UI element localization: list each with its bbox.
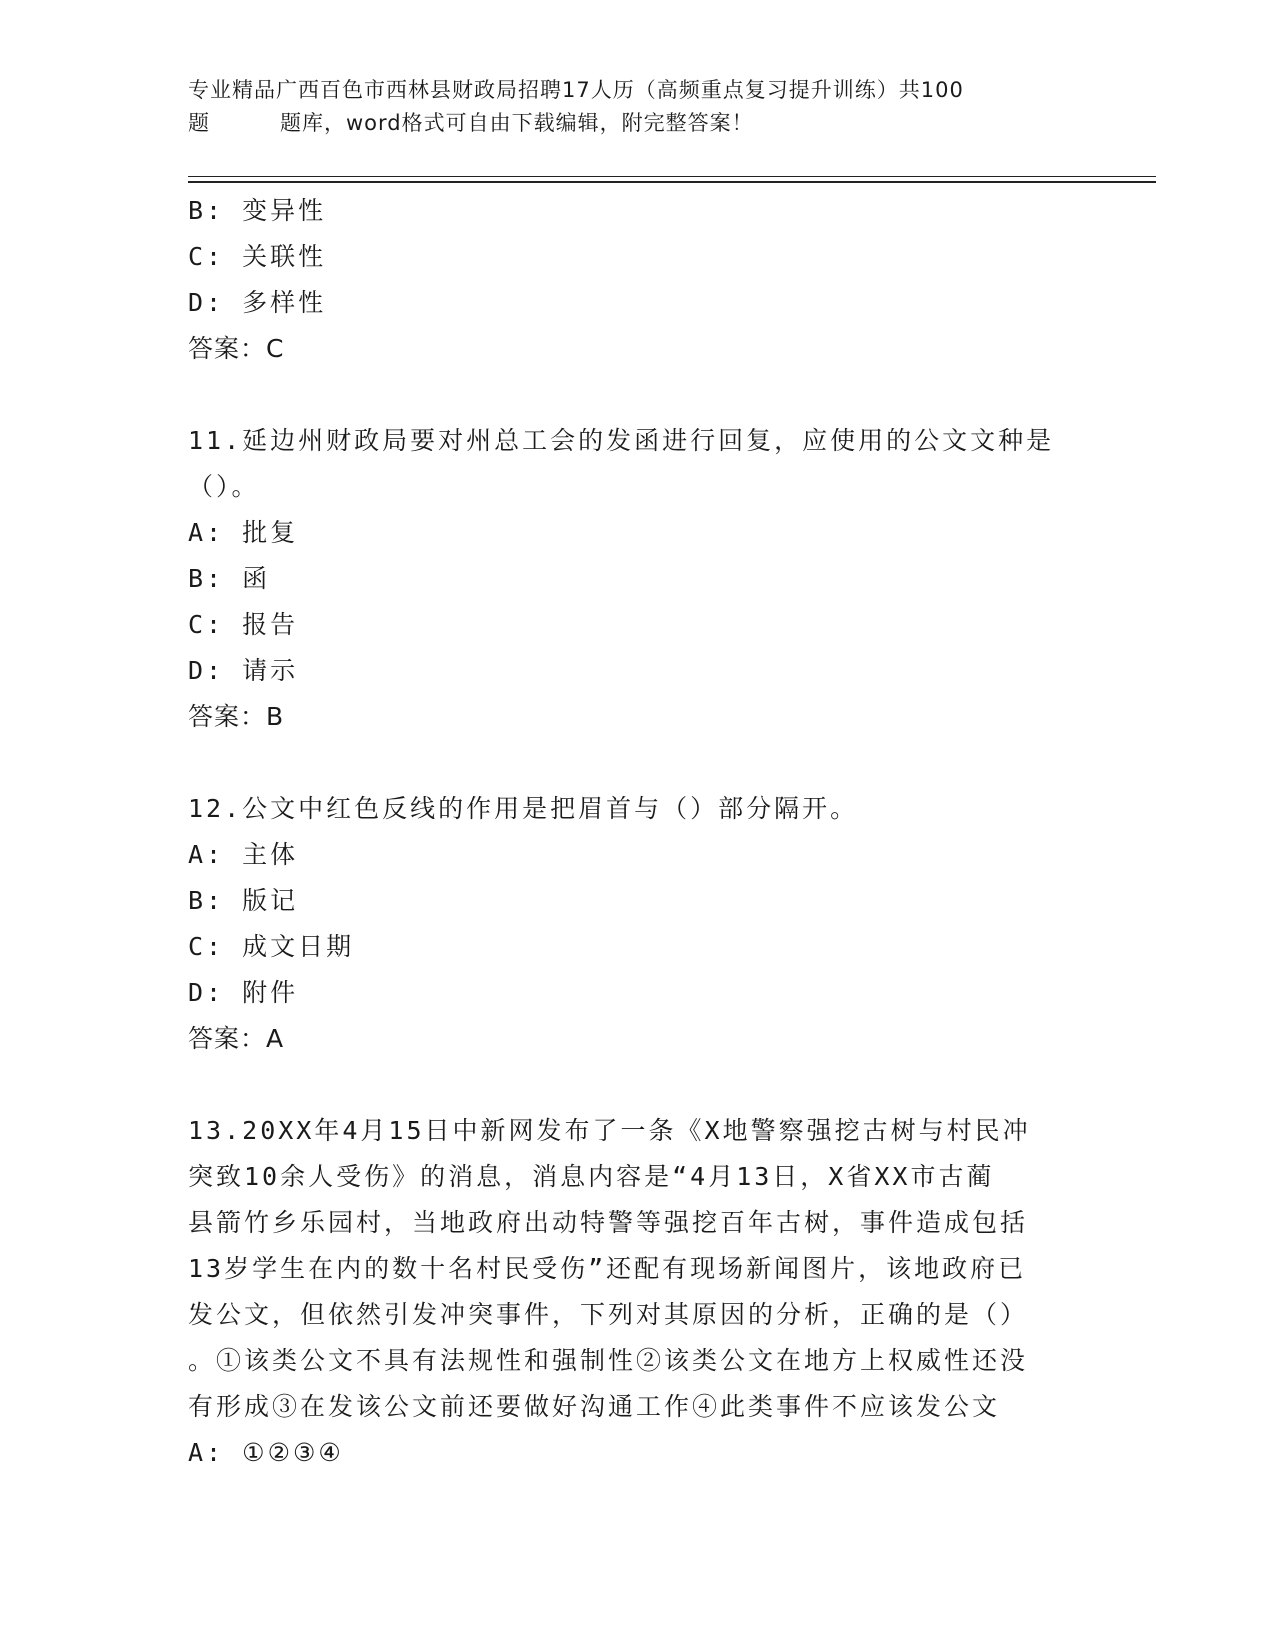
question-10 (188, 188, 1088, 372)
question-stem-line: 突致10余人受伤》的消息，消息内容是“4月13日，X省XX市古蔺 (188, 1162, 995, 1191)
header-title-line2 (188, 107, 1068, 140)
question-stem: 12.公文中红色反线的作用是把眉首与（）部分隔开。 (188, 794, 859, 823)
option-a: A: 批复 (188, 518, 299, 547)
question-list (188, 188, 1088, 1476)
answer: 答案：A (188, 1024, 285, 1053)
question-stem-line: 有形成③在发该公文前还要做好沟通工作④此类事件不应该发公文 (188, 1392, 1001, 1421)
option-c: C: 报告 (188, 610, 299, 639)
option-b: B: 版记 (188, 886, 299, 915)
question-stem-line: 县箭竹乡乐园村，当地政府出动特警等强挖百年古树，事件造成包括 (188, 1208, 1029, 1237)
question-stem-line: 13.20XX年4月15日中新网发布了一条《X地警察强挖古树与村民冲 (188, 1116, 1031, 1145)
question-12 (188, 786, 1088, 1062)
header-title-line1: 专业精品广西百色市西林县财政局招聘17人历（高频重点复习提升训练）共100 (188, 78, 964, 102)
option-d: D: 请示 (188, 656, 299, 685)
question-stem-line: 13岁学生在内的数十名村民受伤”还配有现场新闻图片，该地政府已 (188, 1254, 1027, 1283)
option-b: B: 变异性 (188, 196, 327, 225)
question-stem-line2: （）。 (188, 472, 260, 501)
question-stem-line: 。①该类公文不具有法规性和强制性②该类公文在地方上权威性还没 (188, 1346, 1029, 1375)
header-divider-thick (188, 181, 1156, 183)
header-title-line2-right: 题库，word格式可自由下载编辑，附完整答案！ (280, 111, 754, 135)
question-stem-line: 发公文，但依然引发冲突事件，下列对其原因的分析，正确的是（） (188, 1300, 1029, 1329)
option-a: A: 主体 (188, 840, 299, 869)
answer: 答案：C (188, 334, 285, 363)
question-11 (188, 418, 1088, 740)
question-stem-line1: 11.延边州财政局要对州总工会的发函进行回复，应使用的公文文种是 (188, 426, 1055, 455)
option-d: D: 附件 (188, 978, 299, 1007)
option-a: A: ①②③④ (188, 1438, 344, 1467)
page-header (188, 74, 1068, 140)
option-b: B: 函 (188, 564, 271, 593)
option-c: C: 成文日期 (188, 932, 355, 961)
header-title-line2-left: 题 (188, 111, 210, 135)
answer: 答案：B (188, 702, 285, 731)
question-13 (188, 1108, 1088, 1476)
option-d: D: 多样性 (188, 288, 327, 317)
option-c: C: 关联性 (188, 242, 327, 271)
header-divider-thin (188, 176, 1156, 177)
